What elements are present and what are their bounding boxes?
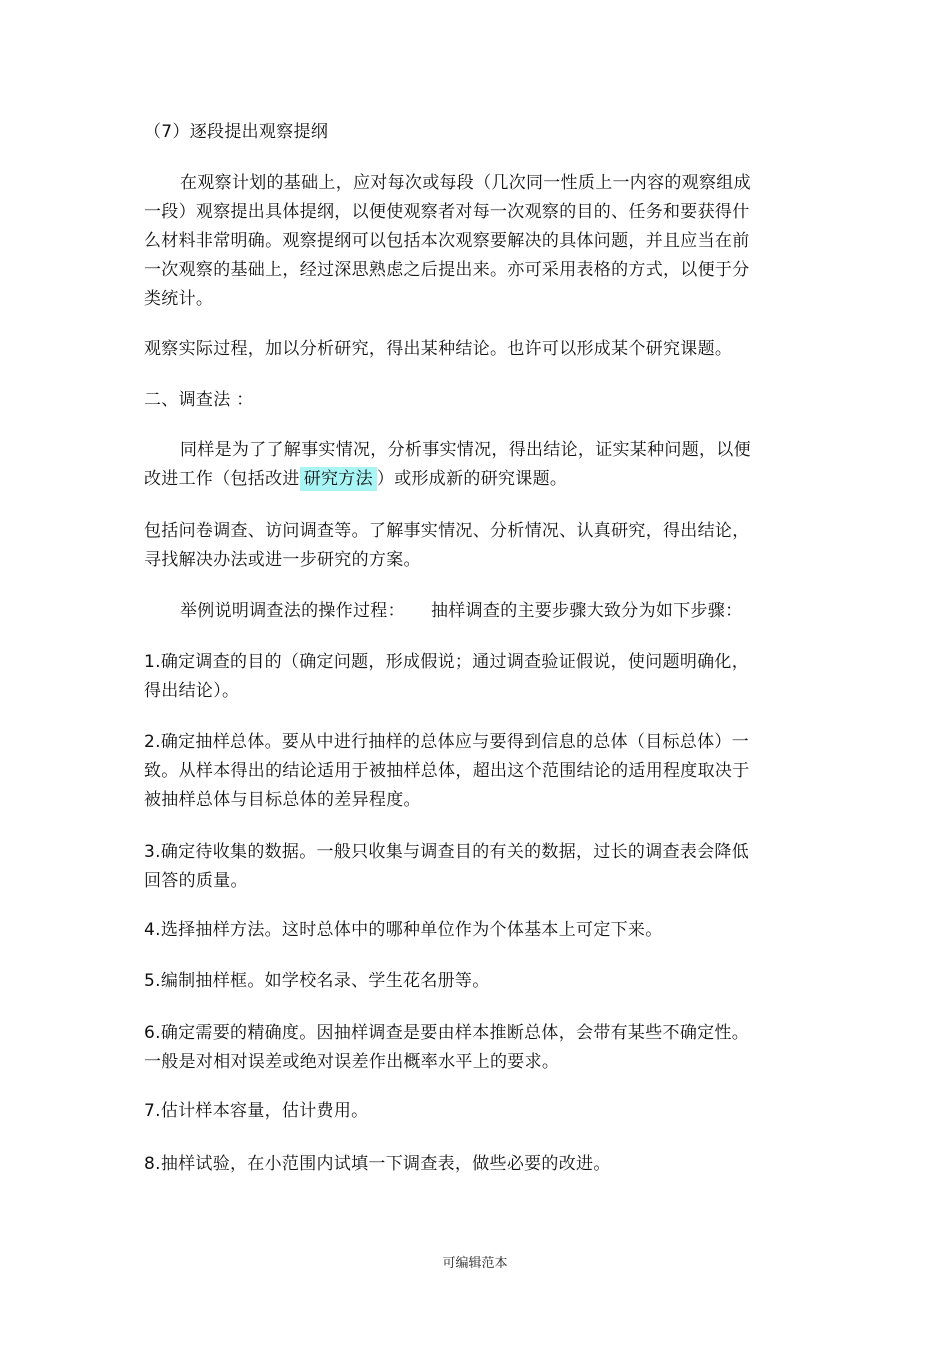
step-item-7: 7.估计样本容量，估计费用。 — [144, 1101, 369, 1121]
step-item-4: 4.选择抽样方法。这时总体中的哪种单位作为个体基本上可定下来。 — [144, 920, 663, 940]
step-item-6: 6.确定需要的精确度。因抽样调查是要由样本推断总体，会带有某些不确定性。一般是对相对误差或绝对误差作出概率水平上的要求。 — [144, 1023, 750, 1072]
section-heading-survey: 二、调查法 ： — [144, 390, 254, 410]
step-item-8: 8.抽样试验，在小范围内试填一下调查表，做些必要的改进。 — [144, 1154, 611, 1174]
step-item-3: 3.确定待收集的数据。一般只收集与调查目的有关的数据，过长的调查表会降低回答的质量。 — [144, 842, 750, 891]
paragraph-observation-outline: 在观察计划的基础上，应对每次或每段（几次同一性质上一内容的观察组成一段）观察提出具体提纲，以便使观察者对每一次观察的目的、任务和要获得什么材料非常明确。观察提纲可以包括本次观察要解决的具体问题，并且应当在前一次观察的基础上，经过深思熟虑之后提出来。亦可采用表格的方式，以便于分类统计。 — [144, 173, 751, 309]
step-item-1: 1.确定调查的目的（确定问题，形成假说；通过调查验证假说，使问题明确化，得出结论）。 — [144, 652, 750, 701]
survey-intro-text-2: ）或形成新的研究课题。 — [376, 469, 568, 489]
paragraph-survey-intro — [144, 436, 759, 494]
page-footer: 可编辑范本 — [442, 1256, 508, 1271]
section-heading-7: （7）逐段提出观察提纲 — [144, 122, 329, 142]
survey-intro-text-1: 同样是为了了解事实情况，分析事实情况，得出结论，证实某种问题，以便改进工作（包括改进 — [144, 440, 751, 489]
step-item-2: 2.确定抽样总体。要从中进行抽样的总体应与要得到信息的总体（目标总体）一致。从样本得出的结论适用于被抽样总体，超出这个范围结论的适用程度取决于被抽样总体与目标总体的差异程度。 — [144, 732, 750, 810]
paragraph-example: 举例说明调查法的操作过程： 抽样调查的主要步骤大致分为如下步骤： — [180, 601, 743, 621]
paragraph-survey-types: 包括问卷调查、访问调查等。了解事实情况、分析情况、认真研究，得出结论，寻找解决办法或进一步研究的方案。 — [144, 521, 750, 570]
step-item-5: 5.编制抽样框。如学校名录、学生花名册等。 — [144, 971, 490, 991]
paragraph-observation-result: 观察实际过程，加以分析研究，得出某种结论。也许可以形成某个研究课题。 — [144, 339, 733, 359]
highlighted-term: 研究方法 — [300, 467, 377, 491]
